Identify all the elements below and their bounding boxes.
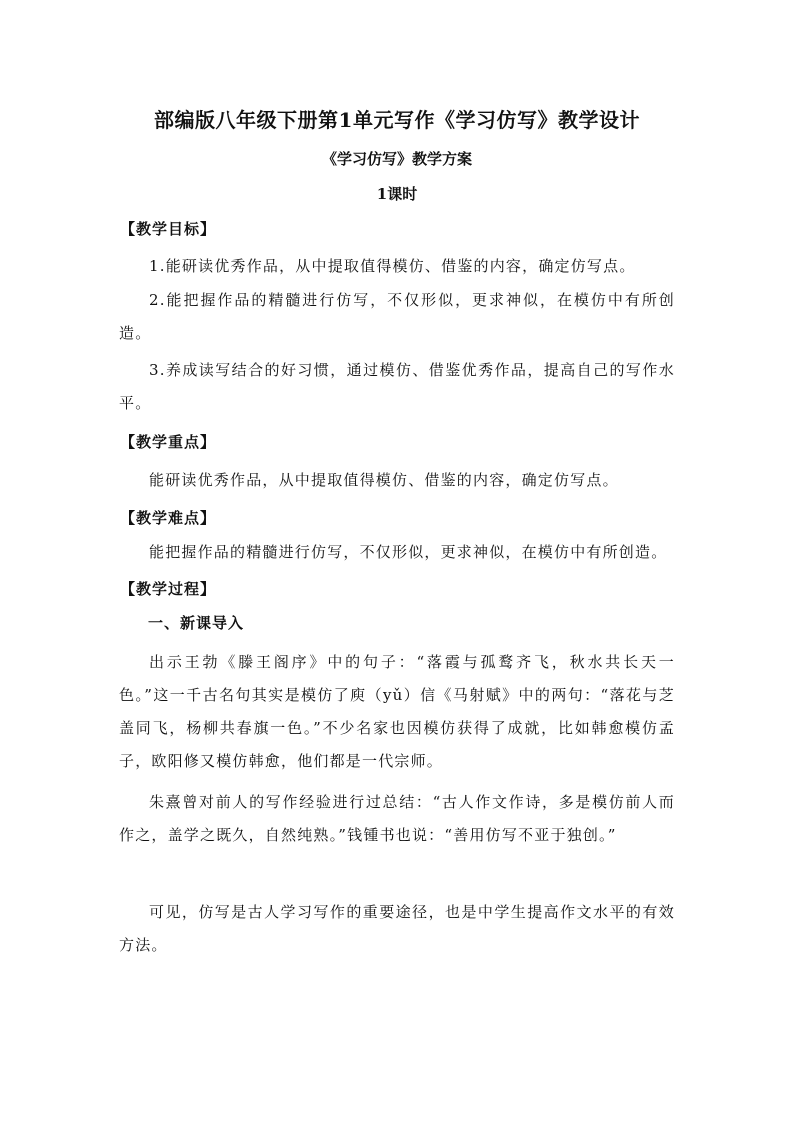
intro-paragraph-3: 可见，仿写是古人学习写作的重要途径，也是中学生提高作文水平的有效方法。 — [119, 903, 675, 954]
difficulties-text: 能把握作品的精髓进行仿写，不仅形似，更求神似，在模仿中有所创造。 — [149, 543, 668, 561]
key-points-heading: 【教学重点】 — [120, 433, 217, 451]
key-points-text: 能研读优秀作品，从中提取值得模仿、借鉴的内容，确定仿写点。 — [149, 471, 619, 489]
intro-paragraph-2: 朱熹曾对前人的写作经验进行过总结：“古人作文作诗，多是模仿前人而作之，盖学之既久，自然纯熟。”钱锺书也说：“善用仿写不亚于独创。” — [119, 793, 675, 844]
objective-item-3: 3.养成读写结合的好习惯，通过模仿、借鉴优秀作品，提高自己的写作水平。 — [119, 361, 675, 412]
intro-paragraph-1: 出示王勃《滕王阁序》中的句子：“落霞与孤鹜齐飞，秋水共长天一色。”这一千古名句其实是模仿了庾（yǔ）信《马射赋》中的两句：“落花与芝盖同飞，杨柳共春旗一色。”不少名家也因模仿获得了成就，比如韩愈模仿孟子，欧阳修又模仿韩愈，他们都是一代宗师。 — [119, 653, 675, 770]
difficulties-heading: 【教学难点】 — [120, 509, 217, 527]
lesson-count: 1课时 — [376, 185, 418, 203]
document-title: 部编版八年级下册第1单元写作《学习仿写》教学设计 — [154, 108, 640, 132]
objective-item-2: 2.能把握作品的精髓进行仿写，不仅形似，更求神似，在模仿中有所创造。 — [119, 291, 675, 342]
section-title-intro: 一、新课导入 — [148, 614, 245, 632]
objectives-heading: 【教学目标】 — [120, 220, 217, 238]
process-heading: 【教学过程】 — [120, 580, 217, 598]
objective-item-1: 1.能研读优秀作品，从中提取值得模仿、借鉴的内容，确定仿写点。 — [149, 257, 636, 275]
document-subtitle: 《学习仿写》教学方案 — [321, 150, 472, 168]
